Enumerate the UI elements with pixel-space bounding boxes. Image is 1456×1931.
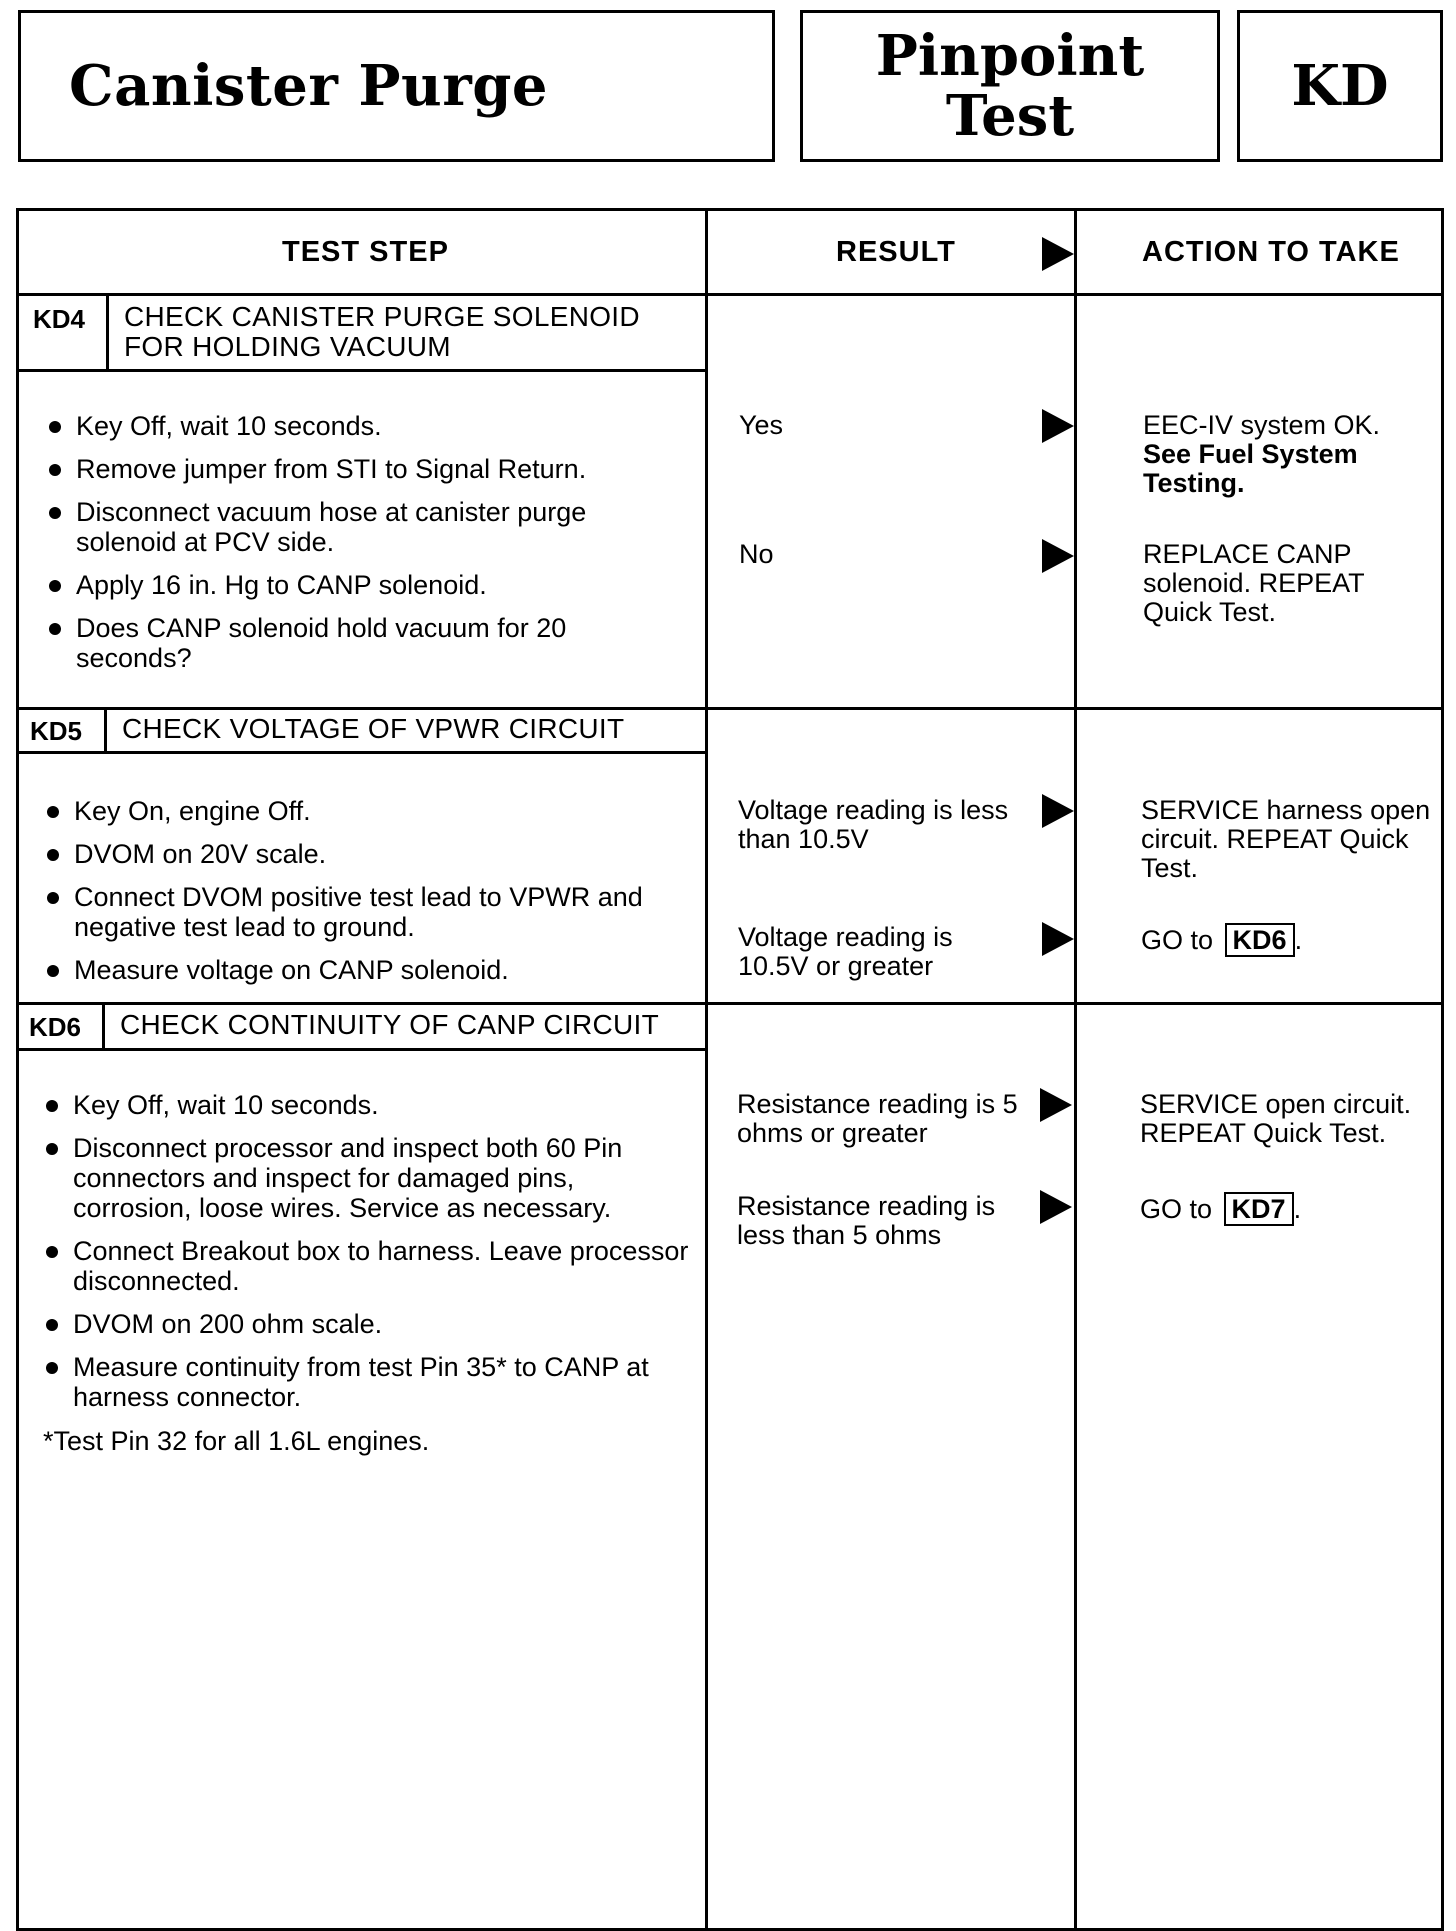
result-text: Voltage reading is 10.5V or greater xyxy=(738,922,953,981)
header-row-divider xyxy=(16,293,1444,296)
page-title: Canister Purge xyxy=(69,53,548,119)
title-box xyxy=(18,10,775,162)
list-item: Key Off, wait 10 seconds. xyxy=(43,1090,693,1120)
action-goto-suffix: . xyxy=(1293,1194,1302,1224)
step-title: CHECK CONTINUITY OF CANP CIRCUIT xyxy=(120,1009,660,1040)
kd5-step-list xyxy=(44,796,684,998)
column-header-test-step: TEST STEP xyxy=(282,236,449,268)
action-text xyxy=(1141,923,1302,957)
result-arrow-icon xyxy=(1042,794,1074,828)
list-item: Apply 16 in. Hg to CANP solenoid. xyxy=(46,570,666,600)
kd6-title-underline xyxy=(16,1048,707,1051)
step-id: KD6 xyxy=(29,1012,82,1042)
list-item: Key Off, wait 10 seconds. xyxy=(46,411,666,441)
step-id: KD4 xyxy=(33,304,86,334)
step-reference[interactable]: KD7 xyxy=(1224,1192,1294,1226)
list-item: Does CANP solenoid hold vacuum for 20 seconds? xyxy=(46,613,666,673)
result-text: Resistance reading is 5 ohms or greater xyxy=(737,1089,1018,1148)
action-plain: EEC-IV system OK. xyxy=(1143,410,1381,440)
step-title: CHECK VOLTAGE OF VPWR CIRCUIT xyxy=(122,713,625,744)
code-box xyxy=(1237,10,1443,162)
action-text xyxy=(1143,411,1433,498)
list-item: DVOM on 20V scale. xyxy=(44,839,684,869)
column-header-result: RESULT xyxy=(836,236,956,268)
list-item: Key On, engine Off. xyxy=(44,796,684,826)
action-text: SERVICE harness open circuit. REPEAT Quick Test. xyxy=(1141,795,1431,883)
list-item: Connect DVOM positive test lead to VPWR and negative test lead to ground. xyxy=(44,882,684,942)
result-arrow-icon xyxy=(1042,922,1074,956)
action-text: SERVICE open circuit. REPEAT Quick Test. xyxy=(1140,1089,1412,1148)
column-divider-1 xyxy=(705,208,708,1931)
footnote: *Test Pin 32 for all 1.6L engines. xyxy=(43,1426,430,1456)
result-arrow-icon xyxy=(1042,409,1074,443)
action-goto-prefix: GO to xyxy=(1140,1194,1213,1224)
kd6-id-divider xyxy=(102,1002,105,1050)
kd4-id-divider xyxy=(106,293,109,371)
result-arrow-icon xyxy=(1042,539,1074,573)
result-arrow-icon xyxy=(1040,1190,1072,1224)
action-text xyxy=(1140,1192,1301,1226)
result-text: Yes xyxy=(739,410,784,440)
list-item: Measure voltage on CANP solenoid. xyxy=(44,955,684,985)
result-arrow-icon xyxy=(1042,237,1074,271)
kd5-title-underline xyxy=(16,751,707,754)
step-reference[interactable]: KD6 xyxy=(1225,923,1295,957)
test-type-box xyxy=(800,10,1220,162)
step-id: KD5 xyxy=(30,716,83,746)
row-divider-kd6 xyxy=(16,1002,1444,1005)
column-divider-2 xyxy=(1074,208,1077,1931)
row-divider-kd5 xyxy=(16,707,1444,710)
list-item: Disconnect vacuum hose at canister purge solenoid at PCV side. xyxy=(46,497,666,557)
list-item: Disconnect processor and inspect both 60 Pin connectors and inspect for damaged pins, corrosion, loose wires. Service as necessary. xyxy=(43,1133,693,1223)
kd4-title-underline xyxy=(16,369,707,372)
result-text: Resistance reading is less than 5 ohms xyxy=(737,1191,996,1250)
list-item: Measure continuity from test Pin 35* to CANP at harness connector. xyxy=(43,1352,693,1412)
action-goto-suffix: . xyxy=(1294,925,1303,955)
kd6-step-list xyxy=(43,1090,693,1425)
result-text: Voltage reading is less than 10.5V xyxy=(738,795,1009,854)
list-item: Remove jumper from STI to Signal Return. xyxy=(46,454,666,484)
test-code: KD xyxy=(1291,53,1389,119)
result-text: No xyxy=(739,539,774,569)
list-item: Connect Breakout box to harness. Leave processor disconnected. xyxy=(43,1236,693,1296)
list-item: DVOM on 200 ohm scale. xyxy=(43,1309,693,1339)
result-arrow-icon xyxy=(1040,1088,1072,1122)
kd4-step-list xyxy=(46,411,666,686)
action-text: REPLACE CANP solenoid. REPEAT Quick Test. xyxy=(1143,539,1365,627)
kd5-id-divider xyxy=(104,707,107,753)
action-bold: See Fuel System Testing. xyxy=(1143,439,1358,498)
step-title: CHECK CANISTER PURGE SOLENOID FOR HOLDING VACUUM xyxy=(124,301,640,362)
column-header-action: ACTION TO TAKE xyxy=(1142,236,1400,268)
action-goto-prefix: GO to xyxy=(1141,925,1214,955)
test-type-label: Pinpoint Test xyxy=(875,23,1145,149)
